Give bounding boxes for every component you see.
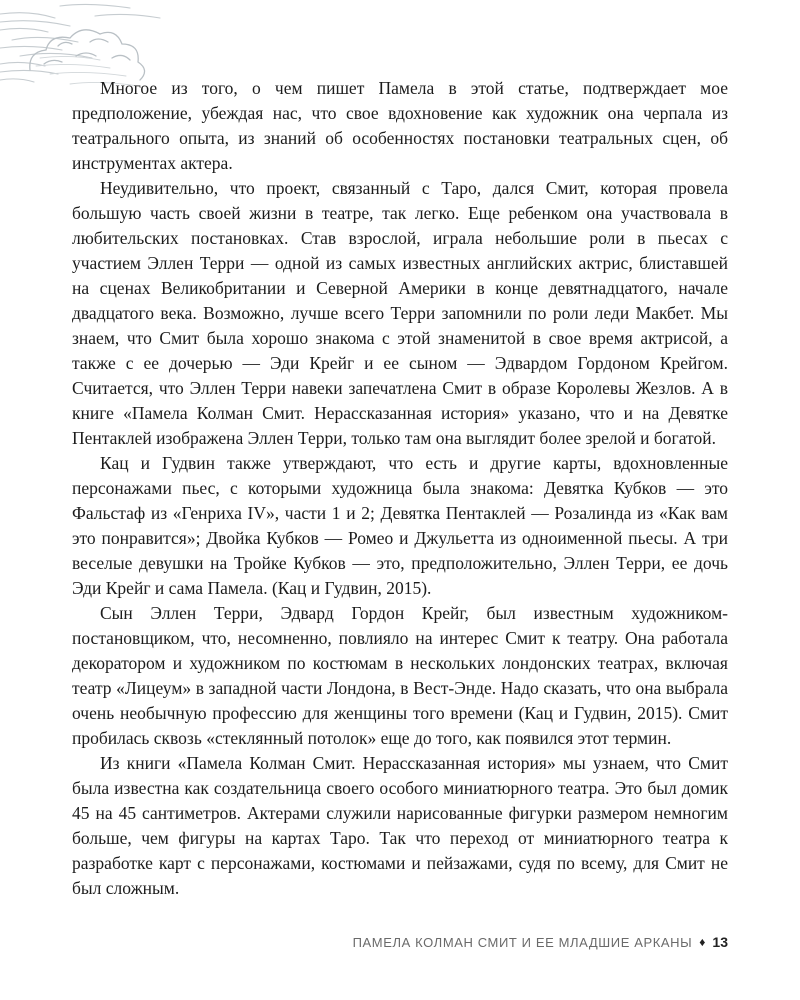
paragraph: Из книги «Памела Колман Смит. Нерассказанная история» мы узнаем, что Смит была известна как создательница своего особого миниатюрного театра. Это был домик 45 на 45 сантиметров. Актерами служили нарисованные фигурки размером немногим больше, чем фигуры на картах Таро. Так что переход от миниатюрного театра к разработке карт с персонажами, костюмами и пейзажами, судя по всему, для Смит не был сложным. xyxy=(72,753,728,898)
paragraph: Сын Эллен Терри, Эдвард Гордон Крейг, был известным художником-постановщиком, что, несомненно, повлияло на интерес Смит к театру. Она работала декоратором и художником по костюмам в нескольких лондонских театрах, включая театр «Лицеум» в западной части Лондона, в Вест-Энде. Надо сказать, что она выбрала очень необычную профессию для женщины того времени (Кац и Гудвин, 2015). Смит пробилась сквозь «стеклянный потолок» еще до того, как появился этот термин. xyxy=(72,603,728,748)
paragraph: Многое из того, о чем пишет Памела в этой статье, подтверждает мое предположение, убеждая нас, что свое вдохновение как художник она черпала из театрального опыта, из знаний об особенностях постановки театральных сцен, об инструментах актера. xyxy=(72,78,728,173)
diamond-separator-icon: ♦ xyxy=(699,935,706,949)
body-text xyxy=(72,76,728,901)
running-title: ПАМЕЛА КОЛМАН СМИТ И ЕЕ МЛАДШИЕ АРКАНЫ xyxy=(352,934,693,950)
paragraph: Неудивительно, что проект, связанный с Таро, дался Смит, которая провела большую часть своей жизни в театре, так легко. Еще ребенком она участвовала в любительских постановках. Став взрослой, играла небольшие роли в пьесах с участием Эллен Терри — одной из самых известных английских актрис, блиставшей на сценах Великобритании и Северной Америки в конце девятнадцатого, начале двадцатого века. Возможно, лучше всего Терри запомнили по роли леди Макбет. Мы знаем, что Смит была хорошо знакома с этой знаменитой в свое время актрисой, а также с ее дочерью — Эди Крейг и ее сыном — Эдвардом Гордоном Крейгом. Считается, что Эллен Терри навеки запечатлена Смит в образе Королевы Жезлов. А в книге «Памела Колман Смит. Нерассказанная история» указано, что и на Девятке Пентаклей изображена Эллен Терри, только там она выглядит более зрелой и богатой. xyxy=(72,178,728,448)
running-footer xyxy=(353,934,728,950)
paragraph: Кац и Гудвин также утверждают, что есть и другие карты, вдохновленные персонажами пьес, с которыми художница была знакома: Девятка Кубков — это Фальстаф из «Генриха IV», части 1 и 2; Девятка Пентаклей — Розалинда из «Как вам это понравится»; Двойка Кубков — Ромео и Джульетта из одноименной пьесы. А три веселые девушки на Тройке Кубков — это, предположительно, Эллен Терри, ее дочь Эди Крейг и сама Памела. (Кац и Гудвин, 2015). xyxy=(72,453,728,598)
page-number: 13 xyxy=(712,934,728,950)
